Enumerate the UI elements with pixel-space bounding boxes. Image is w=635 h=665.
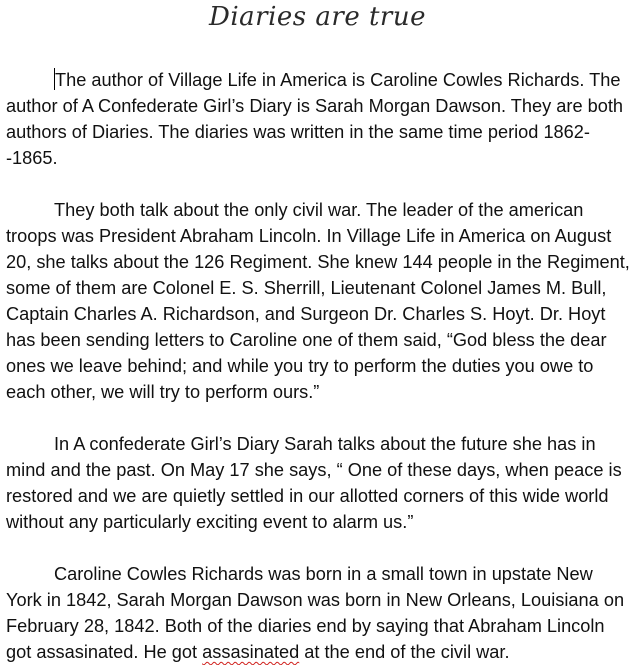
- paragraph-4-text-before: Caroline Cowles Richards was born in a small town in upstate New York in 1842, Sarah Morgan Dawson was born in New Orleans, Louisiana on February 28, 1842. Both of the diaries end by saying that Abraham Lincoln got assasinated. He got: [6, 564, 625, 662]
- paragraph-4: [6, 561, 630, 665]
- paragraph-spacer: [6, 171, 630, 197]
- paragraph-spacer: [6, 535, 630, 561]
- paragraph-4-text-after: at the end of the civil war.: [299, 642, 510, 662]
- paragraph-spacer: [6, 405, 630, 431]
- document-title: Diaries are true: [209, 2, 426, 32]
- document-body[interactable]: [6, 67, 630, 665]
- spelling-error-word[interactable]: assasinated: [202, 642, 300, 662]
- paragraph-1-text: The author of Village Life in America is Caroline Cowles Richards. The author of A Confederate Girl’s Diary is Sarah Morgan Dawson. They are both authors of Diaries. The diaries was written in the same time period 1862--1865.: [6, 70, 624, 168]
- paragraph-2: They both talk about the only civil war. The leader of the american troops was President Abraham Lincoln. In Village Life in America on August 20, she talks about the 126 Regiment. She knew 144 people in the Regiment, some of them are Colonel E. S. Sherrill, Lieutenant Colonel James M. Bull, Captain Charles A. Richardson, and Surgeon Dr. Charles S. Hoyt. Dr. Hoyt has been sending letters to Caroline one of them said, “God bless the dear ones we leave behind; and while you try to perform the duties you owe to each other, we will try to perform ours.”: [6, 200, 630, 402]
- paragraph-1: [6, 67, 630, 171]
- paragraph-3: In A confederate Girl’s Diary Sarah talks about the future she has in mind and the past. On May 17 she says, “ One of these days, when peace is restored and we are quietly settled in our allotted corners of this wide world without any particularly exciting event to alarm us.”: [6, 434, 622, 532]
